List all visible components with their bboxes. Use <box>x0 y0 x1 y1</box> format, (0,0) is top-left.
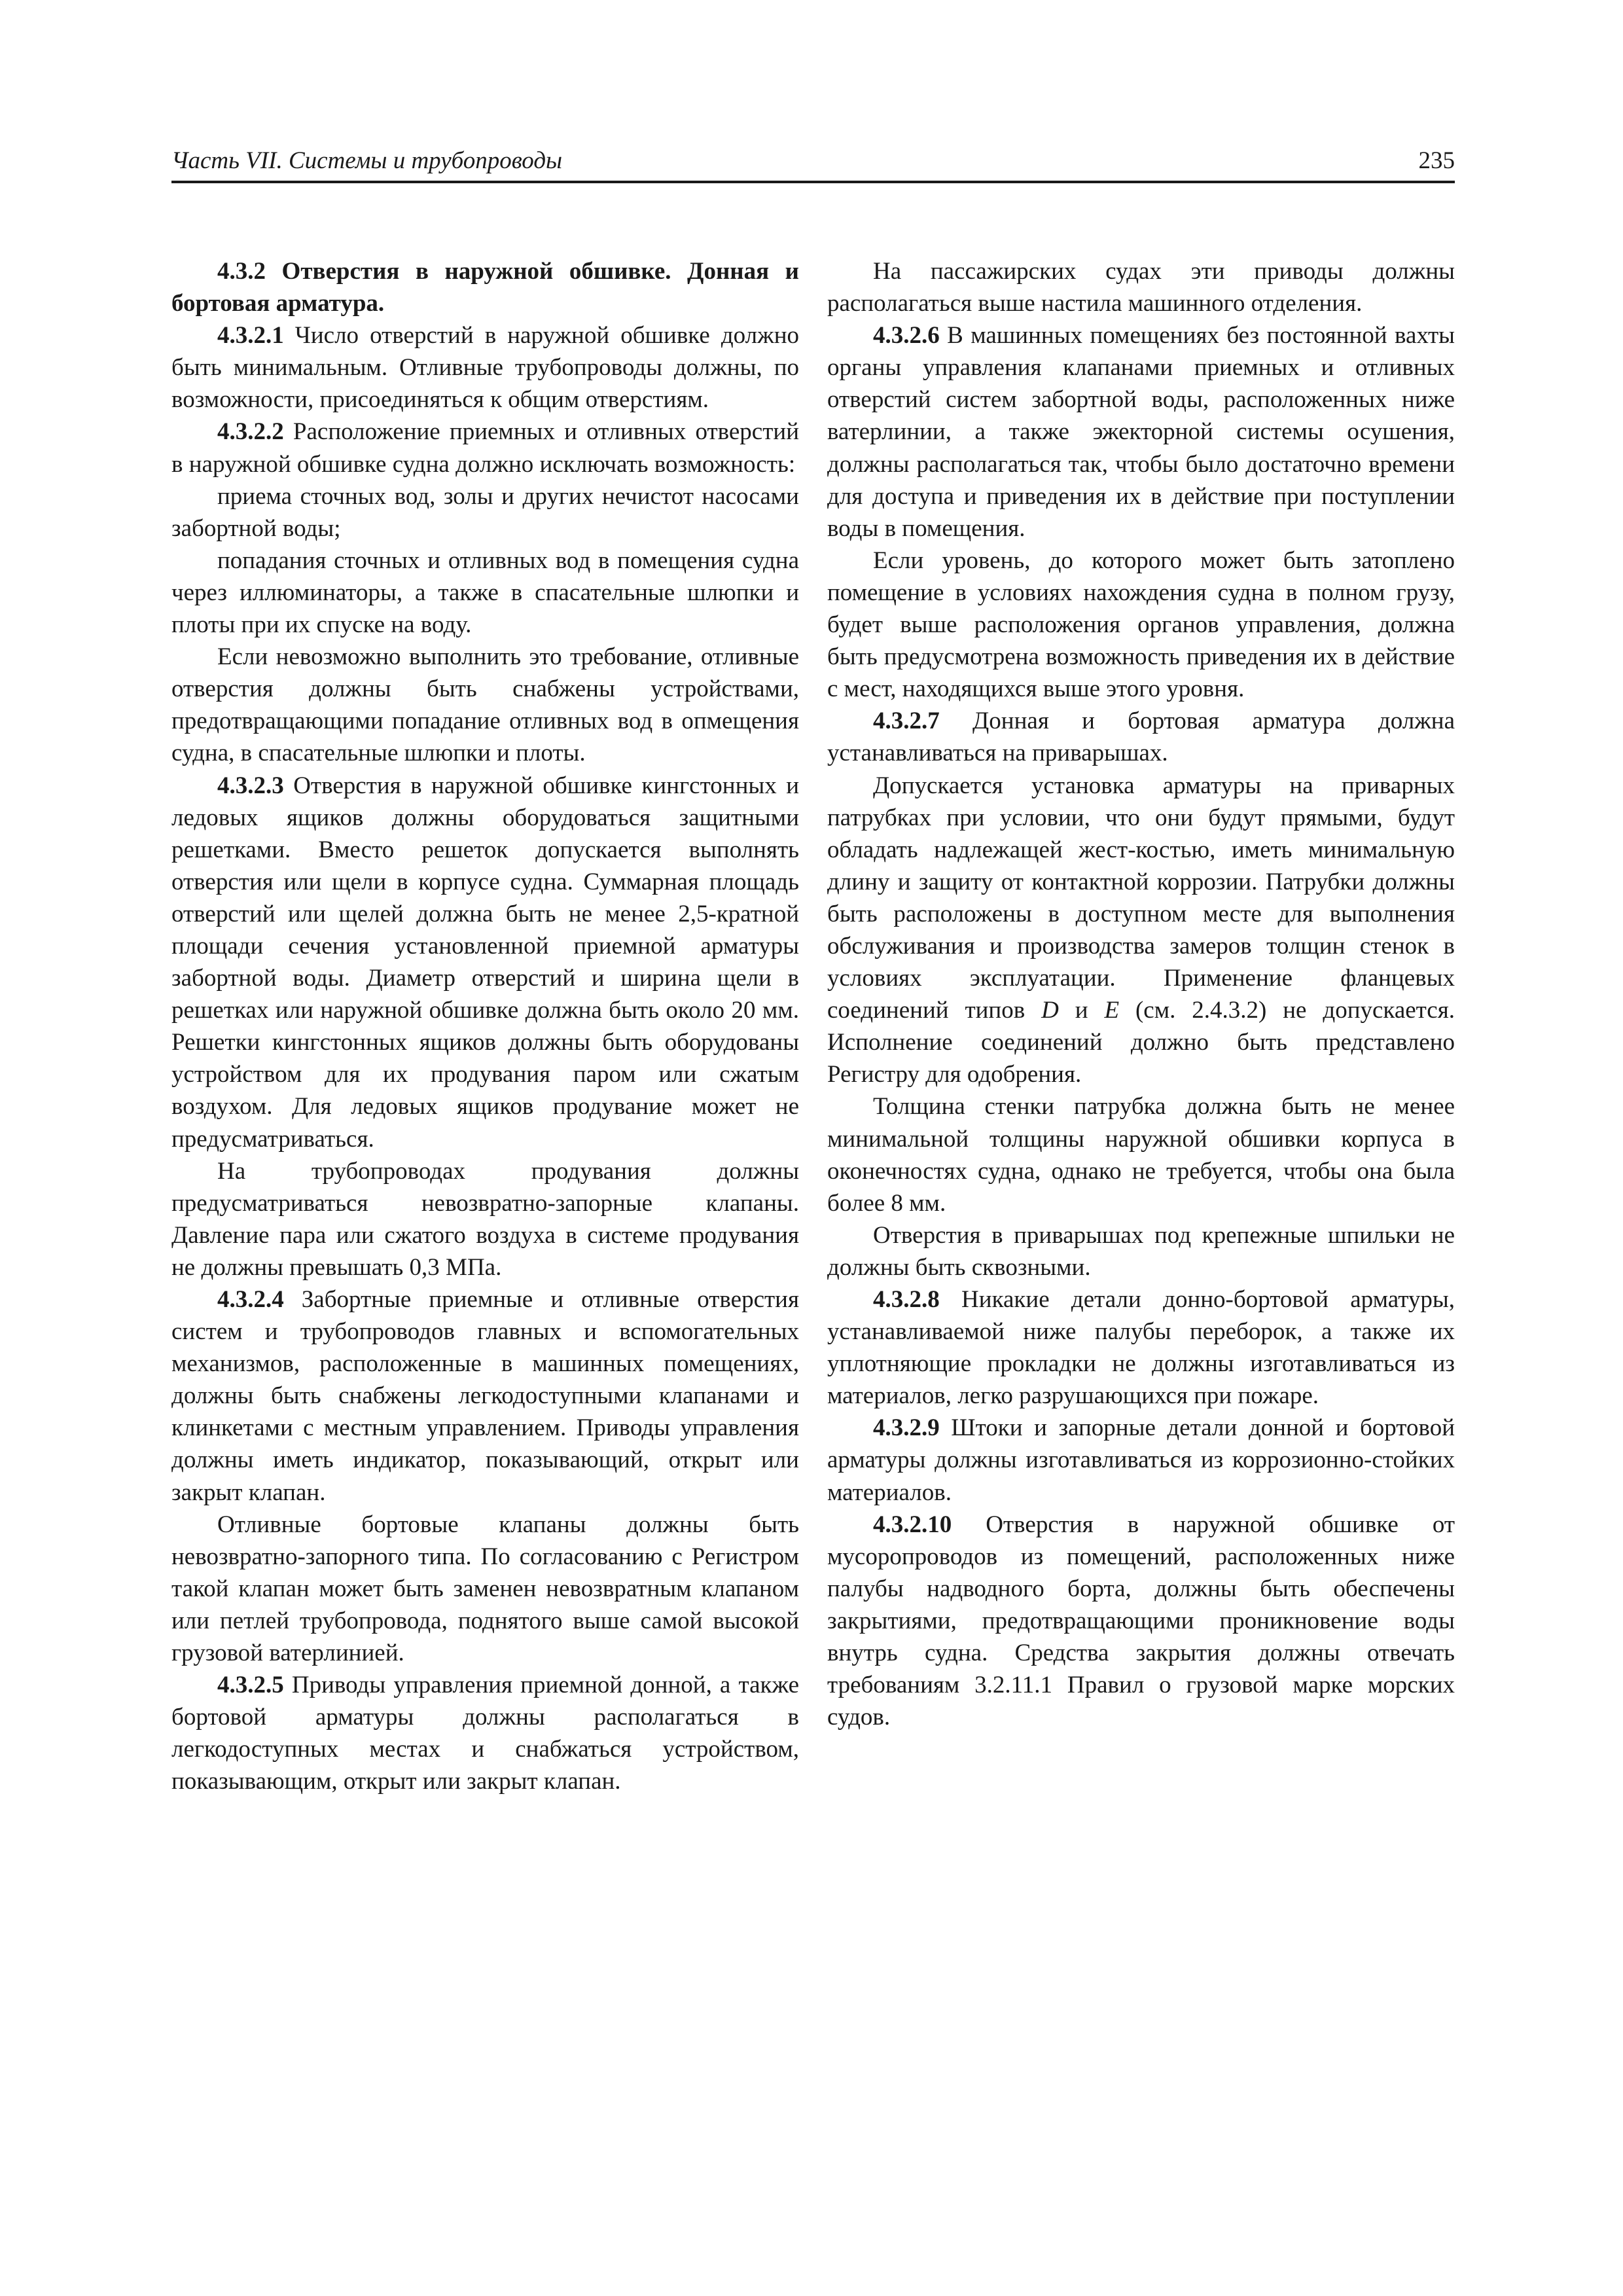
paragraph-text: Если уровень, до которого может быть затоплено помещение в условиях нахождения судна в полном грузу, будет выше расположения органов управления, должна быть предусмотрена возможность приведения их в действие с мест, находящихся выше этого уровня. <box>827 547 1455 703</box>
clause-number: 4.3.2.7 <box>873 708 940 735</box>
flange-type-d: D <box>1041 997 1059 1024</box>
paragraph-text: На трубопроводах продувания должны предусматриваться невозвратно-запорные клапаны. Давление пара или сжатого воздуха в системе продувания не должны превышать 0,3 МПа. <box>171 1157 799 1281</box>
clause-text: Отверстия в наружной обшивке от мусоропроводов из помещений, расположенных ниже палубы надводного борта, должны быть обеспечены закрытиями, предотвращающими проникновение воды внутрь судна. Средства закрытия должны отвечать требованиям 3.2.11.1 Правил о грузовой марке морских судов. <box>827 1511 1455 1731</box>
clause-number: 4.3.2.5 <box>217 1672 284 1699</box>
paragraph-text: Отливные бортовые клапаны должны быть невозвратно-запорного типа. По согласованию с Регистром такой клапан может быть заменен невозвратным клапаном или петлей трубопровода, поднятого выше самой высокой грузовой ватерлинией. <box>171 1511 799 1667</box>
clause-number: 4.3.2.10 <box>873 1511 952 1538</box>
clause-number: 4.3.2.3 <box>217 772 284 799</box>
clause-text: Приводы управления приемной донной, а также бортовой арматуры должны располагаться в легкодоступных местах и снабжаться устройством, показывающим, открыт или закрыт клапан. <box>171 1672 799 1795</box>
list-item: приема сточных вод, золы и других нечистот насосами забортной воды; <box>171 482 799 542</box>
clause-text: Отверстия в наружной обшивке кингстонных и ледовых ящиков должны оборудоваться защитными решетками. Вместо решеток допускается выполнять отверстия или щели в корпусе судна. Суммарная площадь отверстий или щелей должна быть не менее 2,5-кратной площади сечения установленной приемной арматуры забортной воды. Диаметр отверстий и ширина щели в решетках или наружной обшивке должна быть около 20 мм. Решетки кингстонных ящиков должны быть оборудованы устройством для их продувания паром или сжатым воздухом. Для ледовых ящиков продувание может не предусматриваться. <box>171 772 799 1153</box>
section-heading: 4.3.2 Отверстия в наружной обшивке. Донная и бортовая арматура. <box>171 258 799 317</box>
paragraph-text: Если невозможно выполнить это требование, отливные отверстия должны быть снабжены устройствами, предотвращающими попадание отливных вод в опмещения судна, в спасательные шлюпки и плоты. <box>171 643 799 767</box>
paragraph-text: Толщина стенки патрубка должна быть не менее минимальной толщины наружной обшивки корпуса в оконечностях судна, однако не требуется, чтобы она была более 8 мм. <box>827 1093 1455 1217</box>
paragraph-4-3-2-5 <box>171 1669 799 1797</box>
clause-number: 4.3.2.6 <box>873 322 940 350</box>
paragraph-4-3-2-9 <box>827 1412 1455 1508</box>
text-run: и <box>1058 997 1105 1024</box>
clause-text: Штоки и запорные детали донной и бортовой арматуры должны изготавливаться из коррозионно-стойких материалов. <box>827 1414 1455 1506</box>
page-header <box>171 144 1455 183</box>
list-item: попадания сточных и отливных вод в помещения судна через иллюминаторы, а также в спасательные шлюпки и плоты при их спуске на воду. <box>171 547 799 639</box>
clause-text: Число отверстий в наружной обшивке должно быть минимальным. Отливные трубопроводы должны, по возможности, присоединяться к общим отверстиям. <box>171 322 799 414</box>
text-run: (см. 2.4.3.2) не допускается. Исполнение соединений должно быть представлено Регистру для одобрения. <box>827 997 1455 1088</box>
page-number: 235 <box>1418 147 1455 174</box>
clause-number: 4.3.2.8 <box>873 1286 940 1313</box>
paragraph-4-3-2-10 <box>827 1509 1455 1734</box>
paragraph-4-3-2-4 <box>171 1283 799 1509</box>
paragraph-text <box>827 770 1455 1091</box>
clause-text: Никакие детали донно-бортовой арматуры, устанавливаемой ниже палубы переборок, а также их уплотняющие прокладки не должны изготавливаться из материалов, легко разрушающихся при пожаре. <box>827 1286 1455 1410</box>
clause-text: В машинных помещениях без постоянной вахты органы управления клапанами приемных и отливных отверстий систем забортной воды, расположенных ниже ватерлинии, а также эжекторной системы осушения, должны располагаться так, чтобы было достаточно времени для доступа и приведения их в действие при поступлении воды в помещения. <box>827 322 1455 542</box>
clause-number: 4.3.2.2 <box>217 418 284 446</box>
right-column <box>827 255 1455 1733</box>
paragraph-text: Отверстия в приварышах под крепежные шпильки не должны быть сквозными. <box>827 1221 1455 1281</box>
clause-number: 4.3.2.9 <box>873 1414 940 1442</box>
flange-type-e: E <box>1104 997 1120 1024</box>
running-title: Часть VII. Системы и трубопроводы <box>171 147 563 174</box>
paragraph-text: На пассажирских судах эти приводы должны располагаться выше настила машинного отделения. <box>827 258 1455 317</box>
clause-text: Расположение приемных и отливных отверстий в наружной обшивке судна должно исключать возможность: <box>171 418 799 478</box>
paragraph-4-3-2-2 <box>171 416 799 480</box>
clause-text: Забортные приемные и отливные отверстия систем и трубопроводов главных и вспомогательных механизмов, расположенные в машинных помещениях, должны быть снабжены легкодоступными клапанами и клинкетами с местным управлением. Приводы управления должны иметь индикатор, показывающий, открыт или закрыт клапан. <box>171 1286 799 1506</box>
paragraph-4-3-2-1 <box>171 319 799 416</box>
text-run: Допускается установка арматуры на приварных патрубках при условии, что они будут прямыми, будут обладать надлежащей жест-костью, иметь минимальную длину и защиту от контактной коррозии. Патрубки должны быть расположены в доступном месте для выполнения обслуживания и производства замеров толщин стенок в условиях эксплуатации. Применение фланцевых соединений типов <box>827 772 1455 1024</box>
clause-number: 4.3.2.1 <box>217 322 284 350</box>
clause-number: 4.3.2.4 <box>217 1286 284 1313</box>
clause-text: Донная и бортовая арматура должна устанавливаться на приварышах. <box>827 708 1455 767</box>
paragraph-4-3-2-6 <box>827 319 1455 545</box>
paragraph-4-3-2-8 <box>827 1283 1455 1412</box>
paragraph-4-3-2-7 <box>827 705 1455 769</box>
left-column <box>171 255 799 1798</box>
paragraph-4-3-2-3 <box>171 770 799 1155</box>
